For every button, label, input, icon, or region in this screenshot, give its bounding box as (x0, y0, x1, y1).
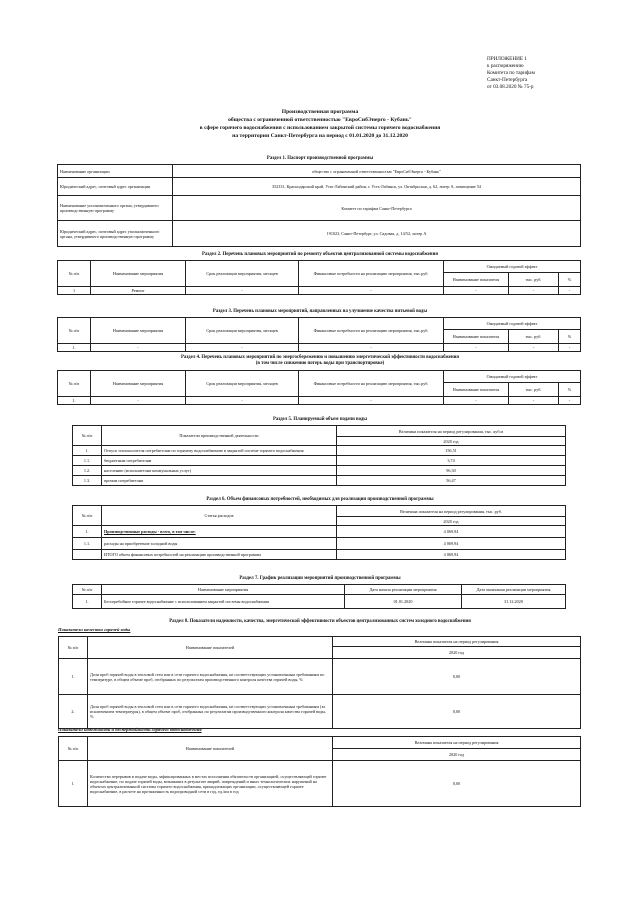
cell: расходы на приобретение холодной воды (102, 538, 337, 550)
header-cell: 2020 год (337, 437, 566, 446)
cell: - (444, 344, 509, 352)
table-row (59, 659, 581, 695)
cell: - (299, 287, 444, 295)
cell: 96,30 (337, 466, 566, 476)
cell-value: Комитет по тарифам Санкт-Петербурга (173, 196, 581, 221)
header-cell: % (559, 273, 581, 287)
cell: 0,00 (333, 659, 581, 695)
table-header-row (73, 426, 566, 437)
header-cell: Наименование мероприятия (91, 318, 186, 344)
header-cell: Наименование показателя (444, 383, 509, 397)
header-cell: Наименование мероприятия (91, 261, 186, 287)
appendix-line: Санкт-Петербурга (487, 77, 528, 83)
cell: 56,47 (337, 476, 566, 486)
header-cell: Величина показателя на период регулирования, тыс. руб. (337, 506, 566, 517)
table-row (58, 397, 581, 405)
table-row (58, 178, 581, 196)
cell: - (91, 344, 186, 352)
section8-subtitle-quality: Показатели качества горячей воды (58, 627, 131, 632)
section1-title: Раздел 1. Паспорт производственной программы (266, 156, 374, 161)
header-cell: Ожидаемый годовой эффект (444, 371, 581, 383)
cell-value: общество с ограниченной ответственностью "ЕвроСибЭнерго - Кубань" (173, 165, 581, 178)
cell: 1.1. (73, 456, 102, 466)
header-cell: № п/п (59, 637, 88, 659)
appendix-line: Комитета по тарифам (487, 70, 535, 76)
header-cell: Ожидаемый годовой эффект (444, 318, 581, 330)
cell: - (509, 344, 559, 352)
section8-title: Раздел 8. Показатели надежности, качества, энергетической эффективности объектов централизованных систем холодного водоснабжения (169, 619, 471, 624)
header-cell: Величина показателя на период регулирования (333, 637, 581, 647)
cell: 1. (58, 397, 91, 405)
header-cell: тыс. руб. (509, 330, 559, 344)
cell: 1 (58, 287, 91, 295)
quality-measures-table (57, 317, 581, 352)
cell: 156,51 (337, 446, 566, 456)
cell: 0,00 (333, 695, 581, 729)
cell: 1.1. (73, 538, 102, 550)
cell: - (299, 344, 444, 352)
header-cell: Наименование показателя (444, 273, 509, 287)
header-cell: Срок реализации мероприятия, месяцев (186, 261, 299, 287)
cell: - (509, 397, 559, 405)
quality-indicators-table (58, 636, 581, 729)
cell: 2. (59, 695, 88, 729)
cell-label: Наименование организации (58, 165, 173, 178)
passport-table (57, 164, 581, 247)
cell: 1. (73, 526, 102, 538)
cell: - (299, 397, 444, 405)
section2-title: Раздел 2. Перечень плановых мероприятий по ремонту объектов централизованной системы водоснабжения (202, 252, 438, 257)
table-row (73, 526, 566, 538)
cell-label: Юридический адрес, почтовый адрес уполномоченного органа, утвердившего производственную программу (58, 221, 173, 247)
table-row (58, 221, 581, 247)
section6-title: Раздел 6. Объем финансовых потребностей, необходимых для реализации производственной программы (206, 497, 434, 502)
table-row (73, 476, 566, 486)
header-cell: № п/п (73, 585, 102, 595)
header-cell: Наименование показателей (88, 737, 333, 761)
cell: 1. (59, 761, 88, 807)
table-row (58, 344, 581, 352)
header-cell: Наименование показателей (88, 637, 333, 659)
header-cell: Ожидаемый годовой эффект (444, 261, 581, 273)
header-cell: Дата начала реализации мероприятия (345, 585, 462, 595)
appendix-line: от 03.08.2020 № 75-р (487, 84, 534, 90)
table-header-row (73, 506, 566, 517)
cell: - (559, 397, 581, 405)
doc-subtitle: в сфере горячего водоснабжения с использованием закрытой системы горячего водоснабжения (199, 125, 441, 131)
header-cell: № п/п (73, 506, 102, 526)
cell: 1. (73, 446, 102, 456)
appendix-line: ПРИЛОЖЕНИЕ 1 (487, 56, 527, 62)
header-cell: Финансовые потребности на реализацию мероприятия, тыс.руб. (299, 371, 444, 397)
header-cell: Финансовые потребности на реализацию мероприятия, тыс.руб. (299, 261, 444, 287)
table-row (58, 287, 581, 295)
table-row (73, 456, 566, 466)
cell: - (559, 287, 581, 295)
cell: Бесперебойное горячее водоснабжение с использованием закрытой системы водоснабжения (102, 595, 345, 609)
cell: 4 069,94 (337, 550, 566, 560)
schedule-table (72, 584, 566, 609)
cell: - (91, 397, 186, 405)
cell: Доля проб горячей воды в тепловой сети или в сети горячего водоснабжения, не соответствующих установленным требованиям (за исключением температуры), в общем объеме проб, отобранных по результатам производственного контроля качества горячей воды, % (88, 695, 333, 729)
cell: - (509, 287, 559, 295)
cell: прочим потребителям (102, 476, 337, 486)
doc-subtitle: общества с ограниченной ответственностью "ЕвроСибЭнерго - Кубань" (228, 117, 412, 123)
cell: бюджетным потребителям (102, 456, 337, 466)
cell: Ремонт (91, 287, 186, 295)
table-header-row (58, 371, 581, 383)
header-cell: % (559, 330, 581, 344)
header-cell: № п/п (58, 371, 91, 397)
header-cell: Наименование мероприятия (102, 585, 345, 595)
header-cell: 2020 год (337, 517, 566, 526)
cell: 31.12.2020 (462, 595, 566, 609)
cell: - (444, 287, 509, 295)
header-cell: Срок реализации мероприятия, месяцев (186, 371, 299, 397)
repair-table (57, 260, 581, 295)
header-cell: Статья расходов (102, 506, 337, 526)
header-cell: % (559, 383, 581, 397)
header-cell: 2020 год (333, 647, 581, 659)
section4-subtitle: (в том числе снижению потерь воды при транспортировке) (255, 361, 385, 366)
table-row (73, 446, 566, 456)
cell-label: Наименование уполномоченного органа, утвердившего производственную программу (58, 196, 173, 221)
reliability-indicators-table (58, 736, 581, 807)
cell: 1. (58, 344, 91, 352)
table-row (58, 165, 581, 178)
header-cell: Дата окончания реализации мероприятия (462, 585, 566, 595)
table-row (73, 550, 566, 560)
appendix-line: к распоряжению (487, 63, 524, 69)
doc-title: Производственная программа (281, 109, 359, 115)
cell: населению (исполнителям коммунальных услуг) (102, 466, 337, 476)
header-cell: Финансовые потребности на реализацию мероприятия, тыс.руб. (299, 318, 444, 344)
header-cell: 2020 год (333, 749, 581, 761)
table-row (73, 538, 566, 550)
header-cell: Срок реализации мероприятия, месяцев (186, 318, 299, 344)
header-cell: № п/п (59, 737, 88, 761)
section8-subtitle-reliability: Показатели надежности и бесперебойности горячего водоснабжения (58, 727, 202, 732)
cell: 1.2. (73, 466, 102, 476)
section7-title: Раздел 7. График реализации мероприятий производственной программы (239, 576, 401, 581)
cell: - (186, 287, 299, 295)
cell: Количество перерывов в подаче воды, зафиксированных в местах исполнения обязательств организацией, осуществляющей горячее водоснабжение, по подаче горячей воды, возникших в результате аварий, повреждений и иных технологических нарушений на объектах централизованной системы горячего водоснабжения, принадлежащих организации, осуществляющей горячее водоснабжение, в расчете на протяженность водопроводной сети в год, ед./км в год (88, 761, 333, 807)
table-row (73, 466, 566, 476)
financial-needs-table (72, 505, 566, 560)
cell-label: Юридический адрес, почтовый адрес организации (58, 178, 173, 196)
doc-subtitle: на территории Санкт-Петербурга на период с 01.01.2020 до 31.12.2020 (232, 133, 408, 139)
cell: - (444, 397, 509, 405)
cell: 0,00 (333, 761, 581, 807)
header-cell: Наименование показателя (444, 330, 509, 344)
cell: 01.01.2020 (345, 595, 462, 609)
cell: 3,74 (337, 456, 566, 466)
cell: - (186, 397, 299, 405)
cell: - (186, 344, 299, 352)
header-cell: Наименование мероприятия (91, 371, 186, 397)
table-header-row (58, 318, 581, 330)
cell: ИТОГО объем финансовых потребностей на реализацию производственной программы (102, 550, 337, 560)
cell: - (559, 344, 581, 352)
section3-title: Раздел 3. Перечень плановых мероприятий, направленных на улучшение качества питьевой воды (212, 309, 428, 314)
table-header-row (73, 585, 566, 595)
section4-title: Раздел 4. Перечень плановых мероприятий по энергосбережению и повышению энергетической эффективности водоснабжения (180, 355, 460, 360)
table-row (59, 761, 581, 807)
header-cell: № п/п (73, 426, 102, 446)
cell: Отпуск теплоносителя потребителям по горячему водоснабжению в закрытой системе горячего водоснабжения (102, 446, 337, 456)
header-cell: Величина показателя на период регулирования (333, 737, 581, 749)
header-cell: тыс. руб. (509, 273, 559, 287)
section5-title: Раздел 5. Планируемый объем подачи воды (272, 417, 368, 422)
header-cell: Показатели производственной деятельности (102, 426, 337, 446)
cell (73, 550, 102, 560)
cell: 1.3. (73, 476, 102, 486)
table-row (58, 196, 581, 221)
water-volume-table (72, 425, 566, 486)
table-row (73, 595, 566, 609)
cell: 1. (73, 595, 102, 609)
header-cell: № п/п (58, 261, 91, 287)
cell: Доля проб горячей воды в тепловой сети или в сети горячего водоснабжения, не соответствующих установленным требованиям по температуре, в общем объеме проб, отобранных по результатам производственного контроля качества горячей воды, % (88, 659, 333, 695)
cell: 1. (59, 659, 88, 695)
header-cell: Величина показателя на период регулирования, тыс. куб.м (337, 426, 566, 437)
cell: 4 069,94 (337, 538, 566, 550)
header-cell: тыс. руб. (509, 383, 559, 397)
cell-value: 191023, Санкт-Петербург, ул. Садовая, д. 14/52, литер А (173, 221, 581, 247)
appendix-block (487, 56, 637, 91)
header-cell: № п/п (58, 318, 91, 344)
table-header-row (58, 261, 581, 273)
cell-value: 352331, Краснодарский край, Усть-Лабинский район, г. Усть-Лабинск, ул. Октябрьская, д. 62, литер А, помещение 54 (173, 178, 581, 196)
table-header-row (59, 637, 581, 647)
energy-measures-table (57, 370, 581, 405)
cell: 4 069,94 (337, 526, 566, 538)
table-header-row (59, 737, 581, 749)
table-row (59, 695, 581, 729)
cell: Производственные расходы - всего, в том числе: (102, 526, 337, 538)
